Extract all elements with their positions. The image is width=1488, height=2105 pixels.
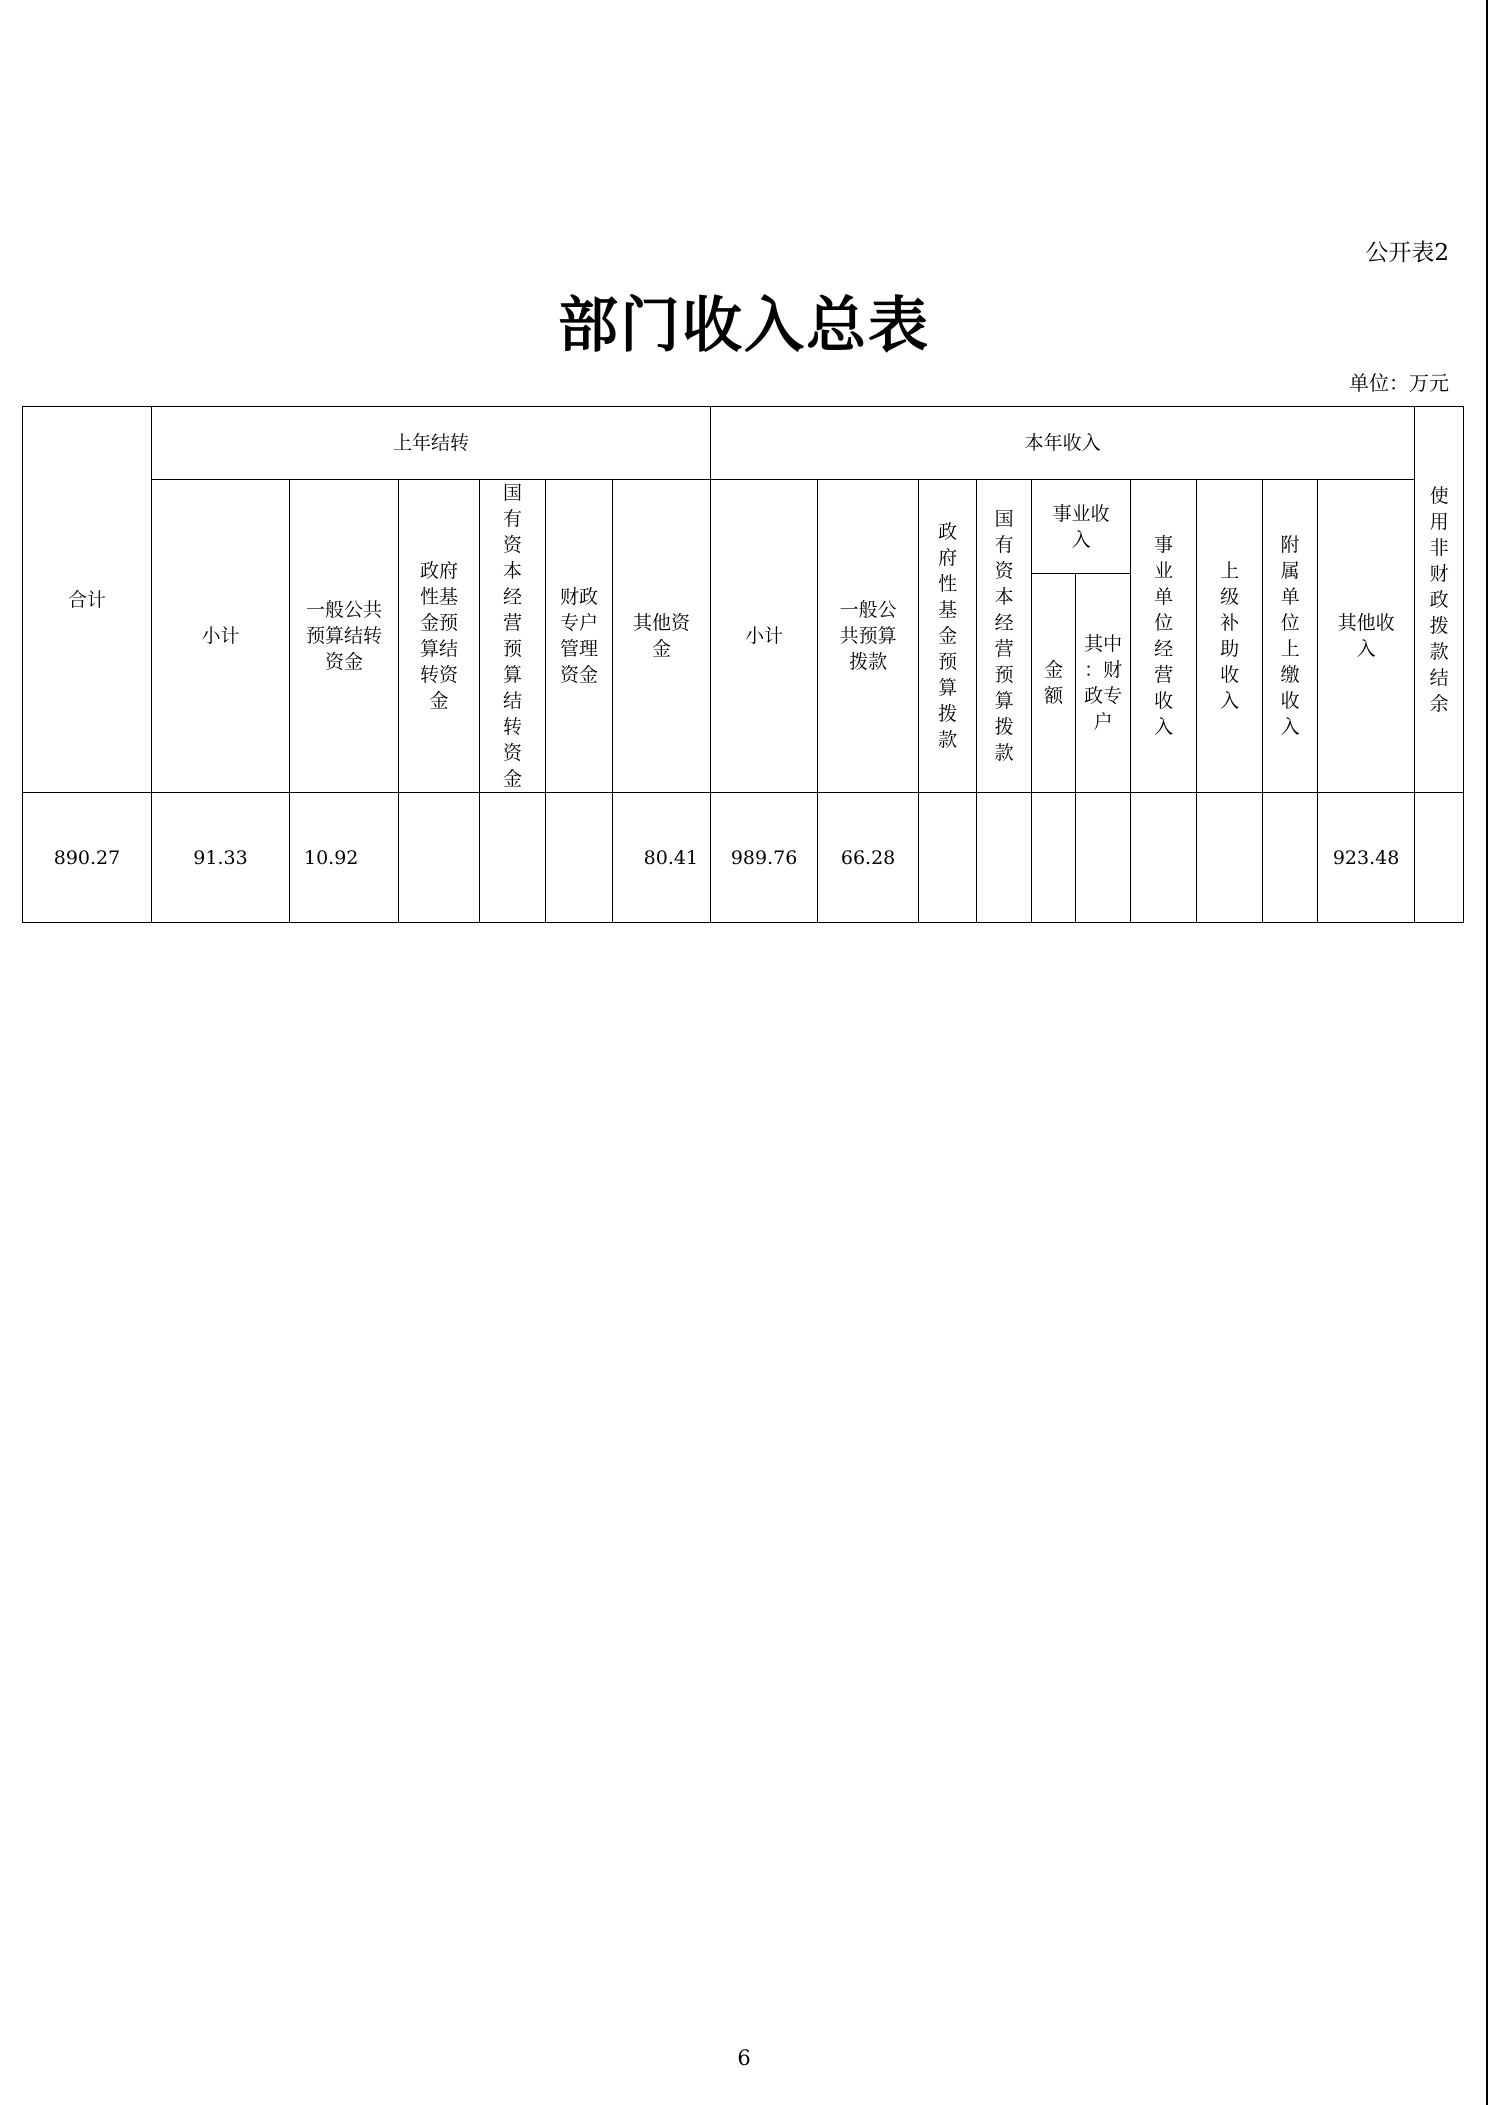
header-prev-general-budget — [290, 480, 399, 793]
cell-prev-other: 80.41 — [613, 793, 711, 923]
header-cur-other-income-text: 其他收 入 — [1337, 612, 1395, 660]
cell-prev-general-budget: 10.92 — [290, 793, 399, 923]
cell-prev-subtotal: 91.33 — [152, 793, 290, 923]
header-prev-gov-fund — [399, 480, 480, 793]
cell-non-fiscal-balance — [1415, 793, 1464, 923]
header-cur-gov-fund — [919, 480, 977, 793]
header-cur-business-fiscal-text: 其中 ：财 政专 户 — [1084, 633, 1123, 733]
header-prev-other — [613, 480, 711, 793]
header-cur-business-income-text: 事业收 入 — [1052, 502, 1110, 551]
cell-cur-gov-fund — [919, 793, 977, 923]
header-prev-subtotal: 小计 — [152, 480, 290, 793]
header-cur-general-budget — [818, 480, 919, 793]
income-summary-table — [22, 406, 1464, 923]
cell-cur-state-capital — [977, 793, 1032, 923]
header-cur-operating-income-text: 事 业 单 位 经 营 收 入 — [1154, 534, 1174, 738]
header-prev-state-capital — [480, 480, 546, 793]
form-code-label: 公开表2 — [1365, 240, 1449, 266]
header-cur-business-amount — [1032, 574, 1076, 793]
header-cur-affiliated-payment — [1263, 480, 1318, 793]
cell-cur-business-amount — [1032, 793, 1076, 923]
header-cur-state-capital — [977, 480, 1032, 793]
header-cur-superior-subsidy-text: 上 级 补 助 收 入 — [1220, 560, 1240, 712]
header-prev-other-text: 其他资 金 — [633, 612, 691, 660]
page-title: 部门收入总表 — [558, 291, 930, 361]
header-prev-fiscal-special-text: 财政 专户 管理 资金 — [559, 586, 598, 686]
header-prev-state-capital-text: 国 有 资 本 经 营 预 算 结 转 资 金 — [502, 482, 522, 790]
cell-cur-superior-subsidy — [1197, 793, 1263, 923]
header-cur-business-amount-text: 金 额 — [1044, 659, 1064, 707]
header-cur-business-income — [1032, 480, 1131, 574]
header-cur-general-budget-text: 一般公 共预算 拨款 — [839, 599, 897, 673]
header-cur-state-capital-text: 国 有 资 本 经 营 预 算 拨 款 — [994, 508, 1014, 764]
header-non-fiscal-balance — [1415, 407, 1464, 793]
cell-cur-affiliated-payment — [1263, 793, 1318, 923]
header-cur-superior-subsidy — [1197, 480, 1263, 793]
header-prev-year-carryover: 上年结转 — [152, 407, 711, 480]
cell-cur-business-fiscal — [1076, 793, 1131, 923]
cell-cur-operating-income — [1131, 793, 1197, 923]
cell-prev-fiscal-special — [546, 793, 613, 923]
cell-cur-subtotal: 989.76 — [711, 793, 818, 923]
unit-label: 单位：万元 — [1349, 371, 1449, 395]
header-prev-general-budget-text: 一般公共 预算结转 资金 — [305, 599, 382, 673]
header-current-year-income: 本年收入 — [711, 407, 1415, 480]
cell-prev-state-capital — [480, 793, 546, 923]
cell-cur-other-income: 923.48 — [1318, 793, 1415, 923]
cell-cur-general-budget: 66.28 — [818, 793, 919, 923]
header-cur-subtotal: 小计 — [711, 480, 818, 793]
page-number: 6 — [737, 2046, 751, 2070]
cell-prev-gov-fund — [399, 793, 480, 923]
header-total: 合计 — [23, 407, 152, 793]
cell-total: 890.27 — [23, 793, 152, 923]
header-cur-business-fiscal — [1076, 574, 1131, 793]
header-cur-affiliated-payment-text: 附 属 单 位 上 缴 收 入 — [1280, 534, 1300, 738]
header-cur-other-income — [1318, 480, 1415, 793]
header-prev-gov-fund-text: 政府 性基 金预 算结 转资 金 — [419, 560, 458, 712]
header-cur-operating-income — [1131, 480, 1197, 793]
header-non-fiscal-balance-text: 使 用 非 财 政 拨 款 结 余 — [1429, 484, 1449, 715]
header-prev-fiscal-special — [546, 480, 613, 793]
header-cur-gov-fund-text: 政 府 性 基 金 预 算 拨 款 — [938, 521, 958, 751]
